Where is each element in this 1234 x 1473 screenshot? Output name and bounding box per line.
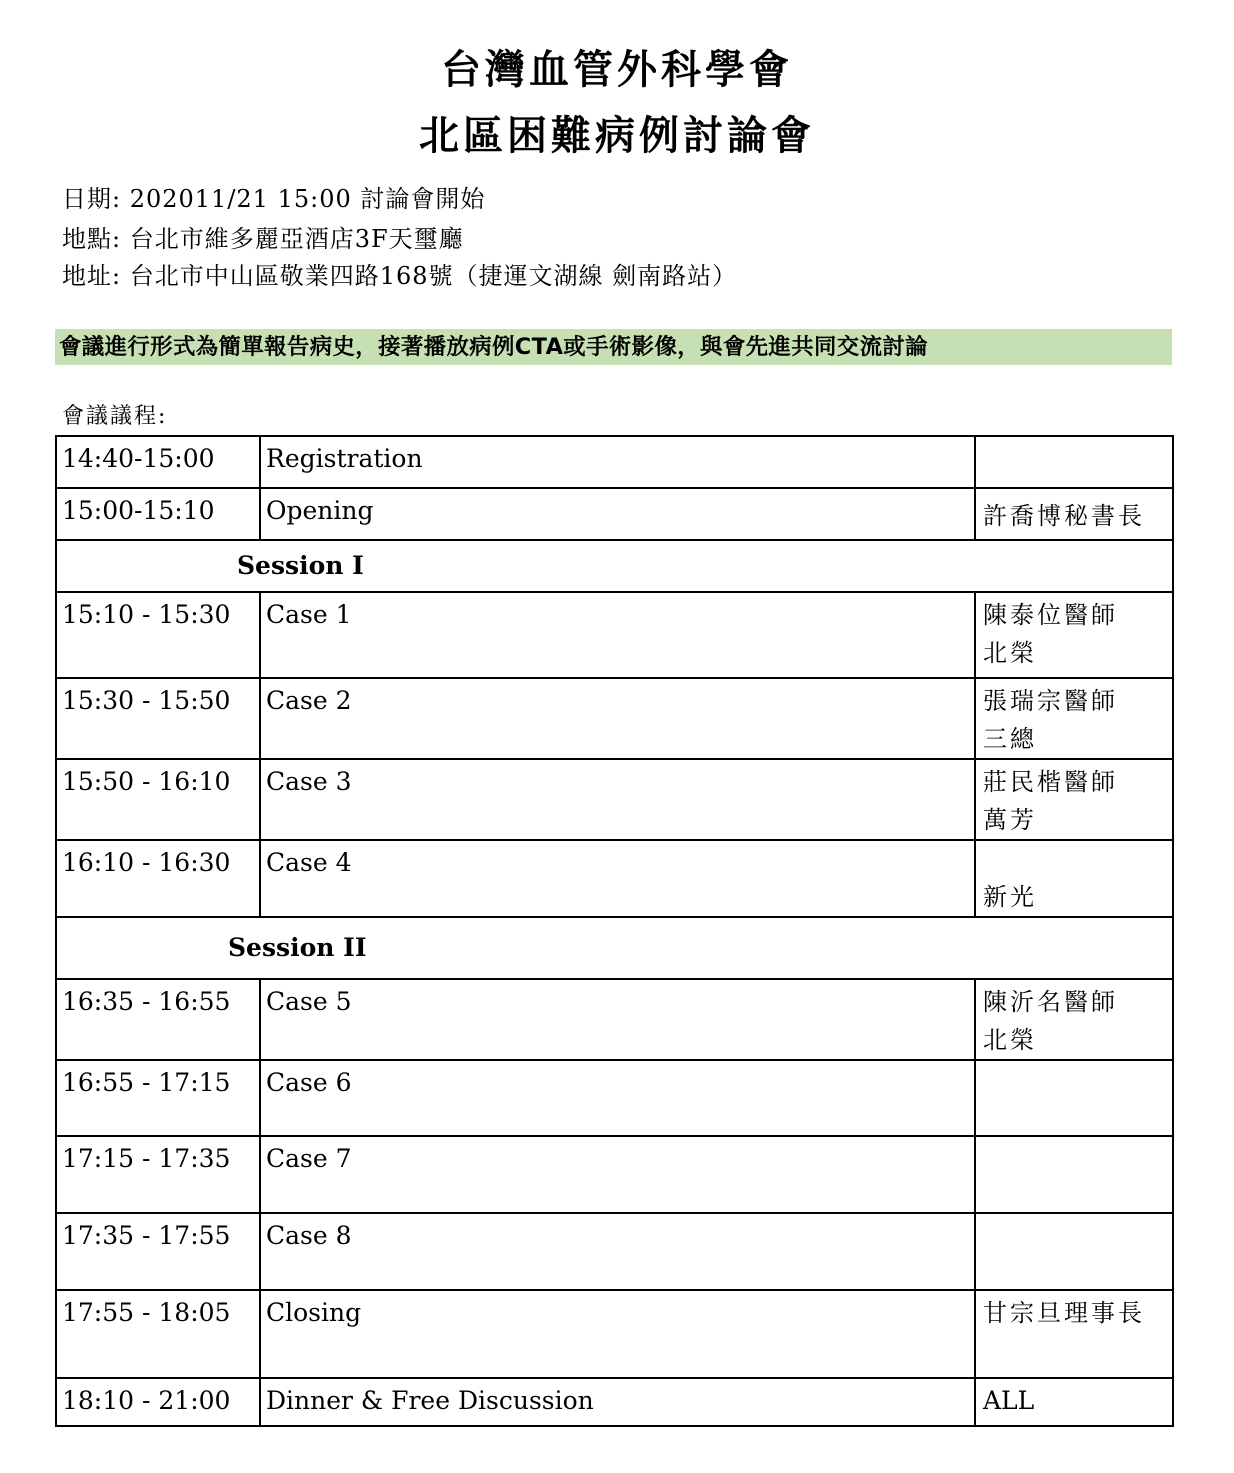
item-cell: Case 3 bbox=[260, 759, 975, 840]
speaker-name: 張瑞宗醫師 bbox=[983, 687, 1118, 715]
speaker-name: 陳泰位醫師 bbox=[983, 601, 1118, 629]
speaker-cell: 甘宗旦理事長 bbox=[975, 1290, 1173, 1378]
item-cell: Case 5 bbox=[260, 979, 975, 1060]
table-row bbox=[56, 1060, 1173, 1136]
speaker-cell bbox=[975, 1213, 1173, 1290]
item-cell: Case 8 bbox=[260, 1213, 975, 1290]
time-cell: 18:10 - 21:00 bbox=[56, 1378, 260, 1426]
item-cell: Case 7 bbox=[260, 1136, 975, 1213]
speaker-org: 三總 bbox=[983, 725, 1037, 753]
time-cell: 15:10 - 15:30 bbox=[56, 592, 260, 678]
agenda-label: 會議議程: bbox=[62, 404, 168, 429]
table-row bbox=[56, 488, 1173, 540]
item-cell: Registration bbox=[260, 436, 975, 488]
speaker-cell bbox=[975, 436, 1173, 488]
session-row bbox=[56, 917, 1173, 979]
table-row bbox=[56, 979, 1173, 1060]
table-row bbox=[56, 1213, 1173, 1290]
time-cell: 15:00-15:10 bbox=[56, 488, 260, 540]
speaker-cell bbox=[975, 840, 1173, 917]
time-cell: 17:15 - 17:35 bbox=[56, 1136, 260, 1213]
time-cell: 17:35 - 17:55 bbox=[56, 1213, 260, 1290]
time-cell: 16:55 - 17:15 bbox=[56, 1060, 260, 1136]
item-cell: Case 6 bbox=[260, 1060, 975, 1136]
speaker-cell bbox=[975, 1060, 1173, 1136]
agenda-table bbox=[55, 435, 1174, 1427]
speaker-cell bbox=[975, 1136, 1173, 1213]
time-cell: 15:50 - 16:10 bbox=[56, 759, 260, 840]
time-cell: 17:55 - 18:05 bbox=[56, 1290, 260, 1378]
time-cell: 14:40-15:00 bbox=[56, 436, 260, 488]
table-row bbox=[56, 678, 1173, 759]
page-subtitle: 北區困難病例討論會 bbox=[419, 113, 815, 159]
table-row bbox=[56, 840, 1173, 917]
table-row bbox=[56, 1378, 1173, 1426]
speaker-name: 許喬博秘書長 bbox=[983, 502, 1145, 530]
speaker-name: 陳沂名醫師 bbox=[983, 988, 1118, 1016]
speaker-cell bbox=[975, 488, 1173, 540]
speaker-org: 萬芳 bbox=[983, 806, 1037, 834]
table-row bbox=[56, 592, 1173, 678]
time-cell: 16:10 - 16:30 bbox=[56, 840, 260, 917]
table-row bbox=[56, 1136, 1173, 1213]
speaker-cell: ALL bbox=[975, 1378, 1173, 1426]
table-row bbox=[56, 436, 1173, 488]
speaker-cell bbox=[975, 759, 1173, 840]
item-cell: Dinner & Free Discussion bbox=[260, 1378, 975, 1426]
item-cell: Opening bbox=[260, 488, 975, 540]
time-cell: 15:30 - 15:50 bbox=[56, 678, 260, 759]
session-row bbox=[56, 540, 1173, 592]
session-heading: Session II bbox=[56, 917, 1173, 979]
time-cell: 16:35 - 16:55 bbox=[56, 979, 260, 1060]
speaker-org: 北榮 bbox=[983, 1026, 1037, 1054]
item-cell: Case 2 bbox=[260, 678, 975, 759]
event-venue: 地點: 台北市維多麗亞酒店3F天璽廳 bbox=[62, 225, 464, 253]
speaker-name: 莊民楷醫師 bbox=[983, 768, 1118, 796]
table-row bbox=[56, 1290, 1173, 1378]
item-cell: Case 1 bbox=[260, 592, 975, 678]
item-cell: Case 4 bbox=[260, 840, 975, 917]
event-date: 日期: 202011/21 15:00 討論會開始 bbox=[62, 185, 486, 213]
speaker-cell bbox=[975, 678, 1173, 759]
page-title: 台灣血管外科學會 bbox=[441, 47, 793, 93]
speaker-org: 北榮 bbox=[983, 639, 1037, 667]
speaker-cell bbox=[975, 592, 1173, 678]
item-cell: Closing bbox=[260, 1290, 975, 1378]
event-address: 地址: 台北市中山區敬業四路168號（捷運文湖線 劍南路站） bbox=[62, 262, 738, 290]
format-banner: 會議進行形式為簡單報告病史，接著播放病例CTA或手術影像，與會先進共同交流討論 bbox=[55, 329, 1172, 365]
speaker-cell bbox=[975, 979, 1173, 1060]
speaker-org: 新光 bbox=[983, 883, 1037, 911]
session-heading: Session I bbox=[56, 540, 1173, 592]
table-row bbox=[56, 759, 1173, 840]
